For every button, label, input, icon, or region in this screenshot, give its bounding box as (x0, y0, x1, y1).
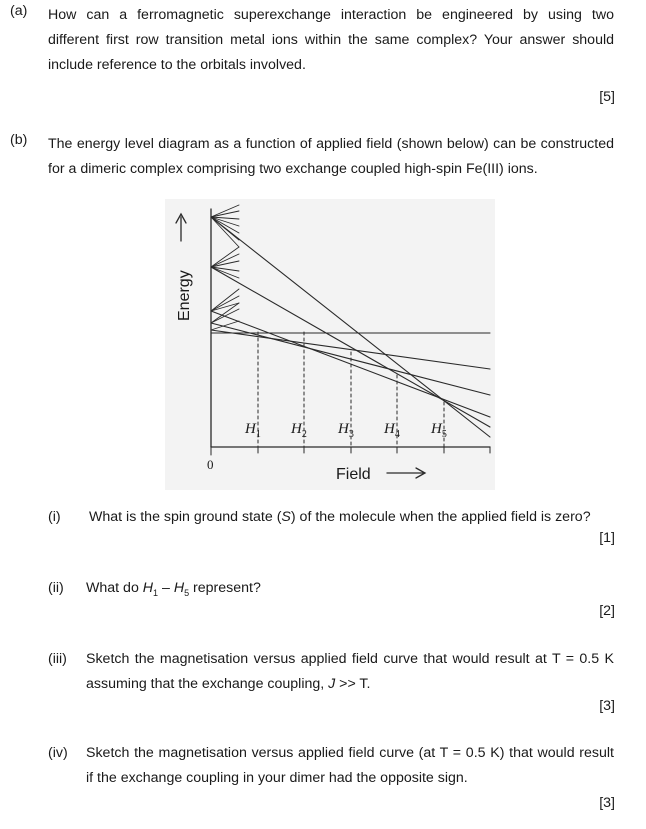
field-axis-label: Field (336, 466, 371, 483)
h2-label: H (291, 421, 302, 437)
sub-i-label: (i) (48, 509, 61, 525)
energy-axis-label: Energy (176, 270, 193, 321)
sub-iv-line-2: if the exchange coupling in your dimer had the opposite sign. (86, 770, 468, 786)
part-b-label: (b) (10, 132, 28, 148)
sub-iii-line-1: Sketch the magnetisation versus applied field curve that would result at T = 0.5 K (86, 651, 614, 667)
sub-ii-question: What do $H_1 - H_5$ represent? (86, 580, 261, 598)
part-b-line-1: The energy level diagram as a function of applied field (shown below) can be constructed (48, 136, 614, 152)
sub-iv-marks: [3] (599, 795, 615, 811)
sub-iii-line-2: assuming that the exchange coupling, J >> T. (86, 676, 371, 692)
sub-i-marks: [1] (599, 530, 615, 546)
part-a-line-1: How can a ferromagnetic superexchange interaction be engineered by using two (48, 7, 614, 23)
h3-label: H (338, 421, 349, 437)
sub-ii-label: (ii) (48, 580, 64, 596)
energy-level-diagram (165, 199, 495, 490)
part-a-line-3: include reference to the orbitals involved. (48, 57, 306, 73)
part-a-marks: [5] (599, 89, 615, 105)
sub-iv-line-1: Sketch the magnetisation versus applied field curve (at T = 0.5 K) that would result (86, 745, 614, 761)
sub-iii-label: (iii) (48, 651, 67, 667)
svg-text:H4: $H_4$ (384, 421, 400, 440)
sub-iii-marks: [3] (599, 698, 615, 714)
svg-text:H5: $H_5$ (431, 421, 447, 440)
svg-text:H2: $H_2$ (291, 421, 307, 440)
part-a-line-2: different first row transition metal ions within the same complex? Your answer should (48, 32, 614, 48)
h1-label: H (245, 421, 256, 437)
sub-i-question: What is the spin ground state (S) of the molecule when the applied field is zero? (89, 509, 591, 525)
svg-text:H1: $H_1$ (245, 421, 261, 440)
part-a-label: (a) (10, 3, 28, 19)
sub-iv-label: (iv) (48, 745, 68, 761)
h4-label: H (384, 421, 395, 437)
part-b-line-2: for a dimeric complex comprising two exchange coupled high-spin Fe(III) ions. (48, 161, 538, 177)
origin-label: 0 (207, 457, 214, 472)
h5-label: H (431, 421, 442, 437)
svg-text:H3: $H_3$ (338, 421, 354, 440)
sub-ii-marks: [2] (599, 603, 615, 619)
